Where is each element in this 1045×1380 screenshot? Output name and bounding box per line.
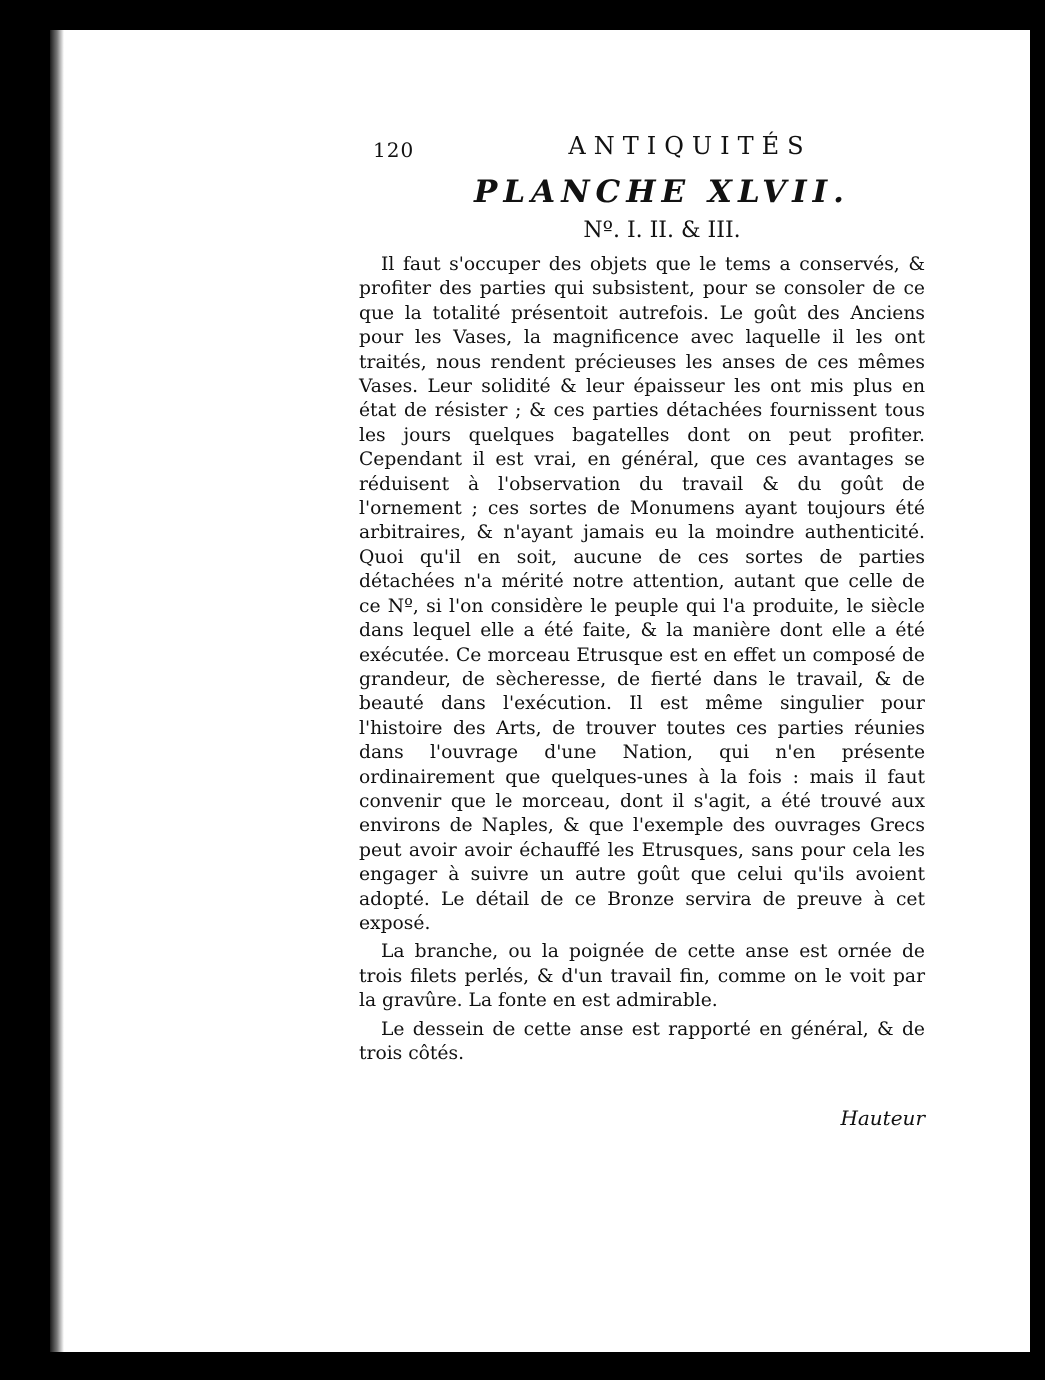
page-header (359, 130, 925, 170)
page-number: 120 (373, 138, 415, 162)
text-column (359, 130, 925, 1130)
plate-title: PLANCHE XLVII. (474, 174, 850, 210)
catchword: Hauteur (840, 1106, 925, 1130)
spine-shadow (50, 30, 64, 1352)
body-paragraph-2: La branche, ou la poignée de cette anse est ornée de trois filets perlés, & d'un travail fin, comme on le voit par la gravûre. La fonte en est admirable. (359, 941, 925, 1012)
running-title: ANTIQUITÉS (568, 132, 812, 160)
book-page (50, 30, 1030, 1352)
body-paragraph-3: Le dessein de cette anse est rapporté en général, & de trois côtés. (359, 1018, 925, 1064)
body-paragraph-1: Il faut s'occuper des objets que le tems a conservés, & profiter des parties qui subsistent, pour se consoler de ce que la totalité présentoit autrefois. Le goût des Anciens pour les Vases, la magnificence avec laquelle il les ont traités, nous rendent précieuses les anses de ces mêmes Vases. Leur solidité & leur épaisseur les ont mis plus en état de résister ; & ces parties détachées fournissent tous les jours quelques bagatelles dont on peut profiter. Cependant il est vrai, en général, que ces avantages se réduisent à l'observation du travail & du goût de l'ornement ; ces sortes de Monumens ayant toujours été arbitraires, & n'ayant jamais eu la moindre authenticité. Quoi qu'il en soit, aucune de ces sortes de parties détachées n'a mérité notre attention, autant que celle de ce Nº, si l'on considère le peuple qui l'a produite, le siècle dans lequel elle a été faite, & la manière dont elle a été exécutée. Ce morceau Etrusque est en effet un composé de grandeur, de sècheresse, de fierté dans le travail, & de beauté dans l'exécution. Il est même singulier pour l'histoire des Arts, de trouver toutes ces parties réunies dans l'ouvrage d'une Nation, qui n'en présente ordinairement que quelques-unes à la fois : mais il faut convenir que le morceau, dont il s'agit, a été trouvé aux environs de Naples, & que l'exemple des ouvrages Grecs peut avoir avoir échauffé les Etrusques, sans pour cela les engager à suivre un autre goût que celui qu'ils avoient adopté. Le détail de ce Bronze servira de preuve à cet exposé. (359, 254, 925, 934)
plate-numbers: Nº. I. II. & III. (583, 218, 741, 243)
